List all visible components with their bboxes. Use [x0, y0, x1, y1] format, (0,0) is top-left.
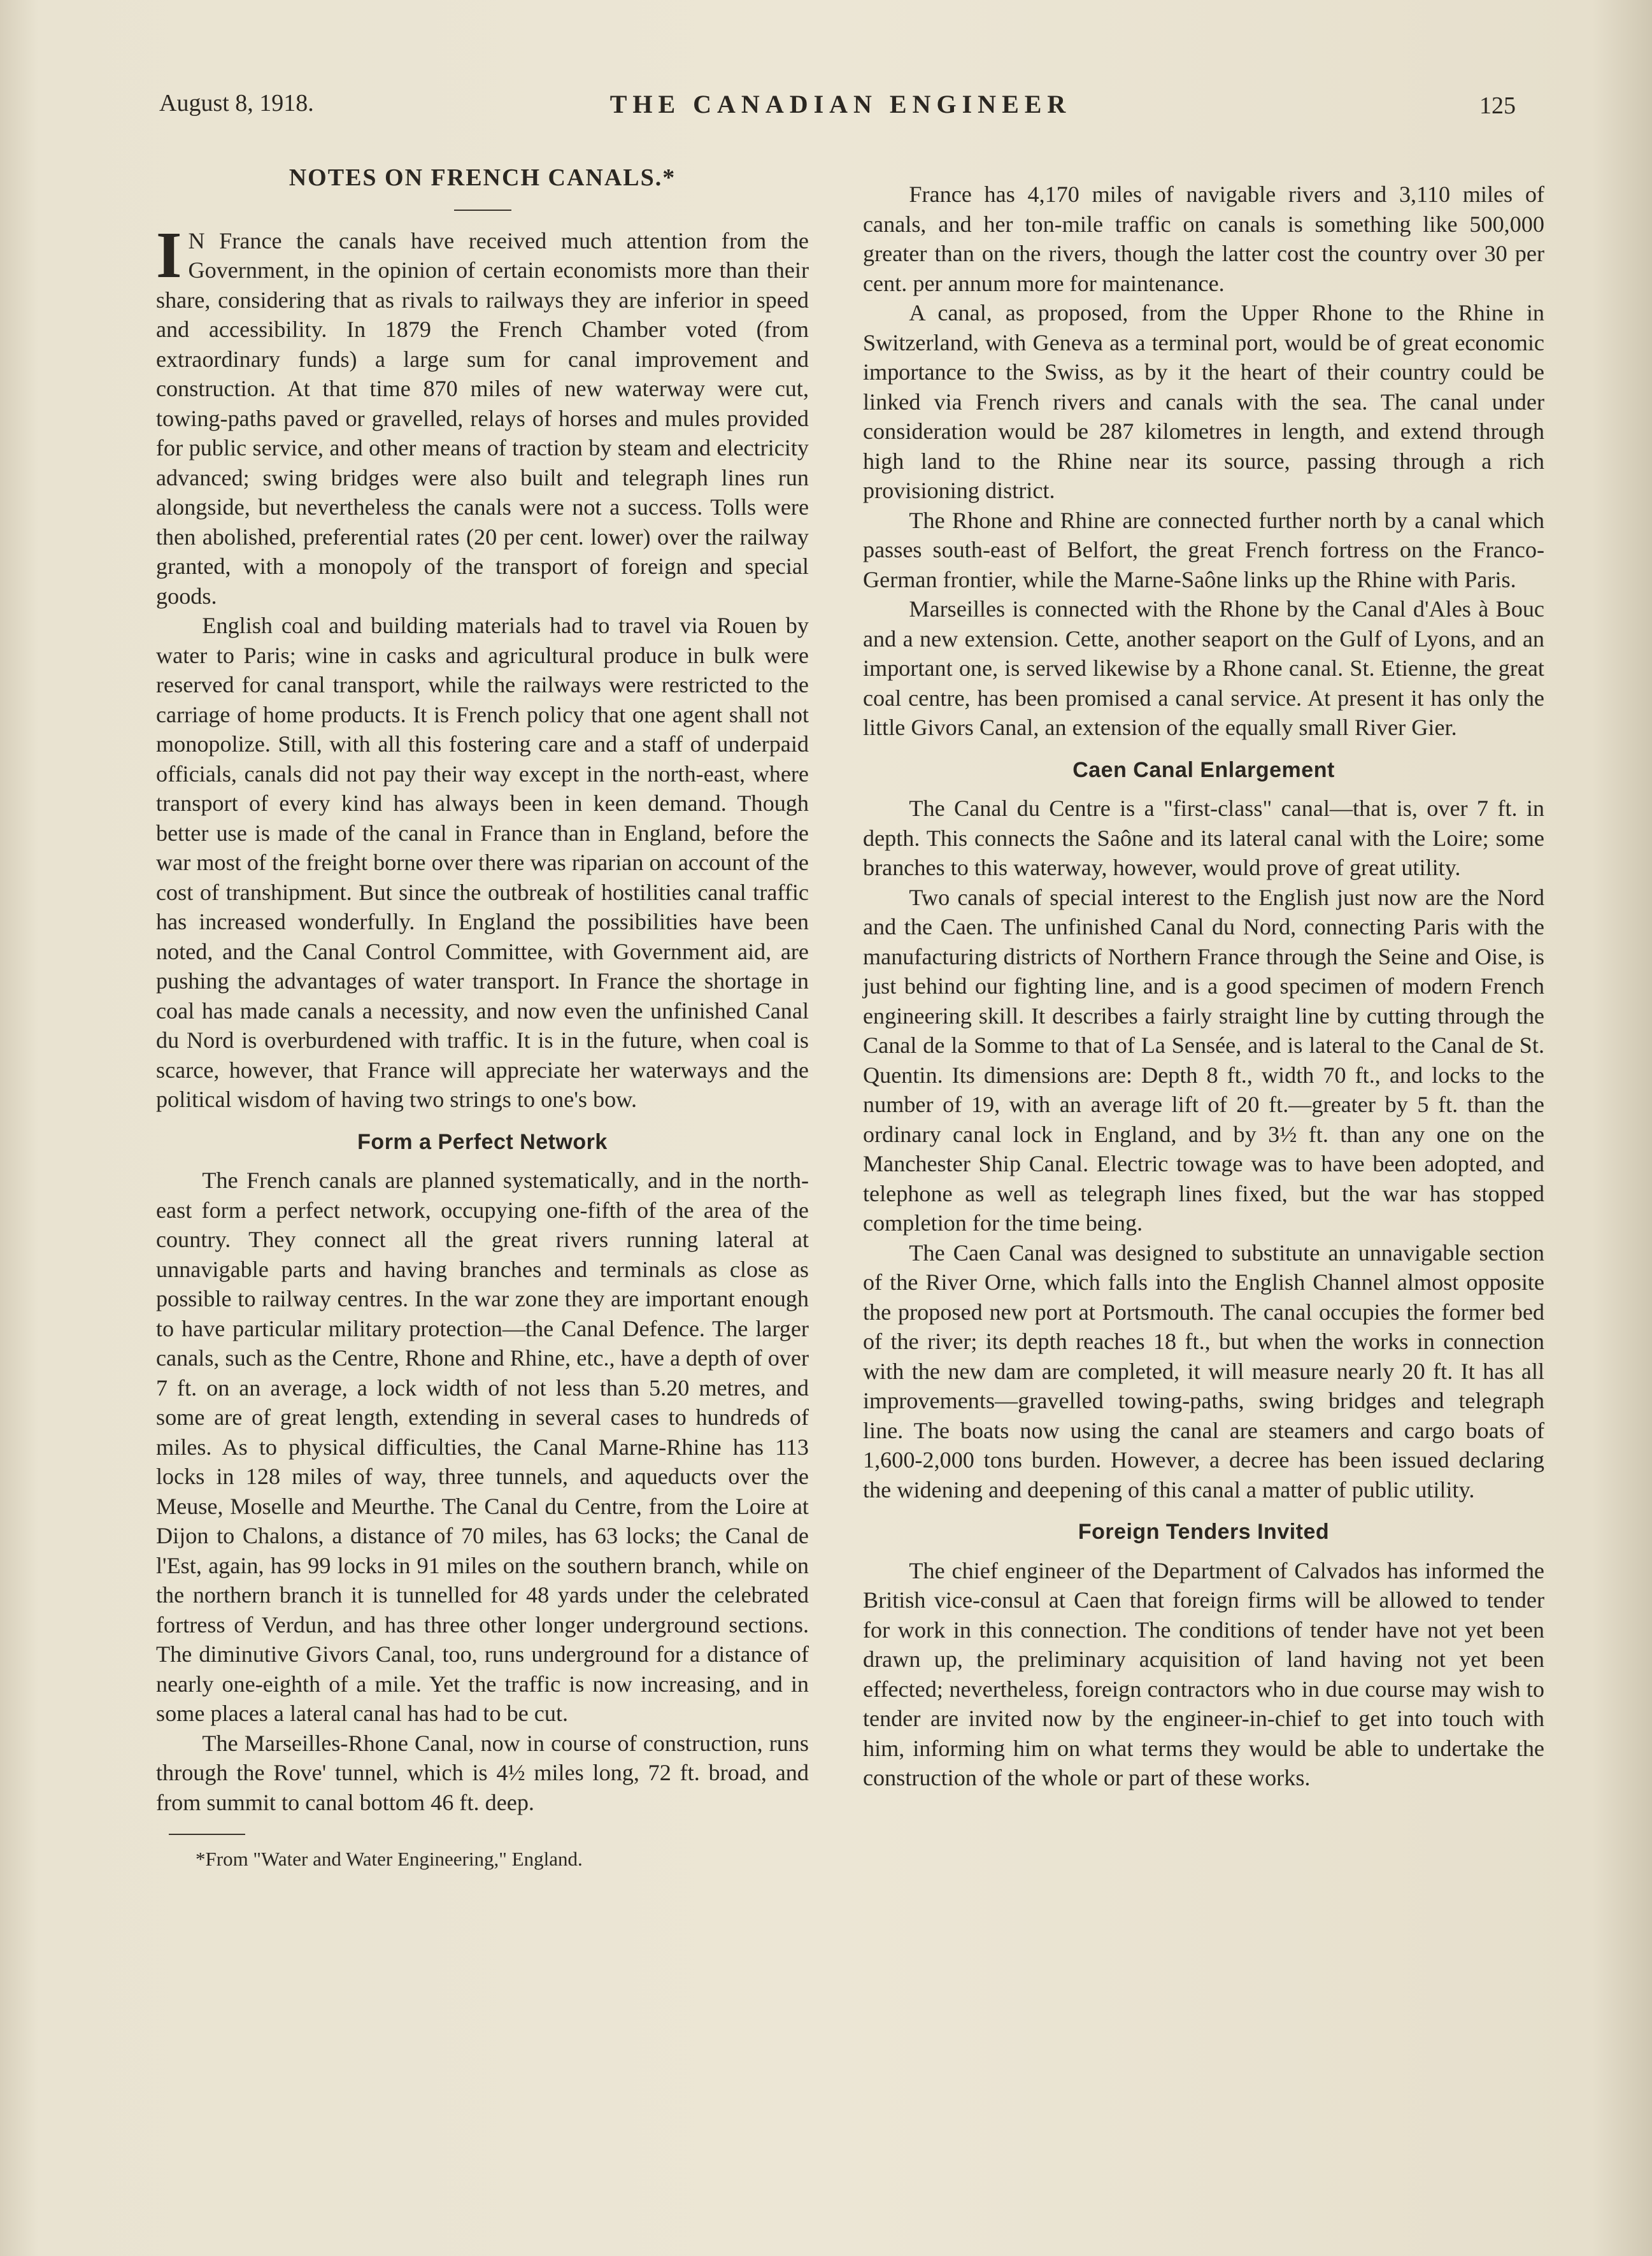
left-column — [156, 159, 809, 1872]
article-title: NOTES ON FRENCH CANALS.* — [288, 164, 676, 191]
paragraph: The French canals are planned systematically, and in the north-east form a perfect network, occupying one-fifth of the area of the country. They connect all the great rivers running lateral at unnavigable parts and having branches and terminals as close as possible to railway centres. In the war zone they are important enough to have particular military protection—the Canal Defence. The larger canals, such as the Centre, Rhone and Rhine, etc., have a depth of over 7 ft. on an average, a lock width of not less than 5.20 metres, and some are of great length, extending in several cases to hundreds of miles. As to physical difficulties, the Canal Marne-Rhine has 113 locks in 128 miles of way, three tunnels, and aqueducts over the Meuse, Moselle and Meurthe. The Canal du Centre, from the Loire at Dijon to Chalons, a distance of 70 miles, has 63 locks; the Canal de l'Est, again, has 99 locks in 91 miles on the southern branch, while on the northern branch it is tunnelled for 48 yards under the celebrated fortress of Verdun, and has three other longer underground sections. The diminutive Givors Canal, too, runs underground for a distance of nearly one-eighth of a mile. Yet the traffic is now increasing, and in some places a lateral canal has had to be cut. — [156, 1167, 809, 1726]
section-heading: Caen Canal Enlargement — [1072, 757, 1335, 782]
footnote-rule — [169, 1834, 245, 1835]
paragraph: Marseilles is connected with the Rhone by the Canal d'Ales à Bouc and a new extension. Cette, another seaport on the Gulf of Lyons, and an important one, is served likewise by a Rhone canal. St. Etienne, the great coal centre, has been promised a canal service. At present it has only the little Givors Canal, an extension of the equally small River Gier. — [863, 596, 1544, 740]
footnote: *From "Water and Water Engineering," England. — [196, 1848, 583, 1870]
drop-cap: I — [156, 218, 182, 292]
paragraph: Two canals of special interest to the English just now are the Nord and the Caen. The unfinished Canal du Nord, connecting Paris with the manufacturing districts of Northern France through the Seine and Oise, is just behind our fighting line, and is a good specimen of modern French engineering skill. It describes a fairly straight line by cutting through the Canal de la Somme to that of La Sensée, and is lateral to the Canal de St. Quentin. Its dimensions are: Depth 8 ft., width 70 ft., and locks to the number of 19, with an average lift of 20 ft.—greater by 5 ft. than the ordinary canal lock in England, and by 3½ ft. than any one on the Manchester Ship Canal. Electric towage was to have been adopted, and telephone as well as telegraph lines fixed, but the war has stopped completion for the time being. — [863, 884, 1544, 1236]
paragraph: France has 4,170 miles of navigable rivers and 3,110 miles of canals, and her ton-mile traffic on canals is something like 500,000 greater than on the rivers, though the latter cost the country over 30 per cent. per annum more for maintenance. — [863, 182, 1544, 296]
paragraph: The Caen Canal was designed to substitute an unnavigable section of the River Orne, which falls into the English Channel almost opposite the proposed new port at Portsmouth. The canal occupies the former bed of the river; its depth reaches 18 ft., but when the works in connection with the new dam are completed, it will measure nearly 20 ft. It has all improvements—gravelled towing-paths, swing bridges and telegraph line. The boats now using the canal are steamers and cargo boats of 1,600-2,000 tons burden. However, a decree has been issued declaring the widening and deepening of this canal a matter of public utility. — [863, 1239, 1544, 1503]
paragraph: The chief engineer of the Department of Calvados has informed the British vice-consul at Caen that foreign firms will be allowed to tender for work in this connection. The conditions of tender have not yet been drawn up, the preliminary acquisition of land having not yet been effected; nevertheless, foreign contractors who in due course may wish to tender are invited now by the engineer-in-chief to get into touch with him, informing him on what terms they would be able to undertake the construction of the whole or part of these works. — [863, 1557, 1544, 1790]
paragraph: The Rhone and Rhine are connected further north by a canal which passes south-east of Belfort, the great French fortress on the Franco-German frontier, while the Marne-Saône links up the Rhine with Paris. — [863, 507, 1544, 592]
title-rule — [454, 210, 511, 211]
paragraph: A canal, as proposed, from the Upper Rhone to the Rhine in Switzerland, with Geneva as a terminal port, would be of great economic importance to the Swiss, as by it the heart of their country could be linked via French rivers and canals with the sea. The canal under consideration would be 287 kilometres in length, and extend through high land to the Rhine near its source, passing through a rich provisioning district. — [863, 300, 1544, 503]
paragraph: English coal and building materials had to travel via Rouen by water to Paris; wine in casks and agricultural produce in bulk were reserved for canal transport, while the railways were restricted to the carriage of home products. It is French policy that one agent shall not monopolize. Still, with all this fostering care and a staff of underpaid officials, canals did not pay their way except in the north-east, where transport of every kind has always been in keen demand. Though better use is made of the canal in France than in England, before the war most of the freight borne over there was riparian on account of the cost of transhipment. But since the outbreak of hostilities canal traffic has increased wonderfully. In England the possibilities have been noted, and the Canal Control Committee, with Government aid, are pushing the advantages of water transport. In France the shortage in coal has made canals a necessity, and now even the unfinished Canal du Nord is overburdened with traffic. It is in the future, when coal is scarce, however, that France will appreciate her waterways and the political wisdom of having two strings to one's bow. — [156, 613, 809, 1112]
paragraph: I N France the canals have received much attention from the Government, in the opinion of certain economists more than their share, considering that as rivals to railways they are inferior in speed and accessibility. In 1879 the French Chamber voted (from extraordinary funds) a large sum for canal improvement and construction. At that time 870 miles of new waterway were cut, towing-paths paved or gravelled, relays of horses and mules provided for public service, and other means of traction by steam and electricity advanced; swing bridges were also built and telegraph lines run alongside, but nevertheless the canals were not a success. Tolls were then abolished, preferential rates (20 per cent. lower) over the railway granted, with a monopoly of the transport of foreign and special goods. — [156, 218, 809, 609]
paragraph: The Marseilles-Rhone Canal, now in course of construction, runs through the Rove' tunnel, which is 4½ miles long, 72 ft. broad, and from summit to canal bottom 46 ft. deep. — [156, 1730, 809, 1815]
right-column — [863, 180, 1544, 1793]
page-number: 125 — [1479, 92, 1516, 119]
paragraph: The Canal du Centre is a "first-class" canal—that is, over 7 ft. in depth. This connects the Saône and its lateral canal with the Loire; some branches to this waterway, however, would prove of great utility. — [863, 796, 1544, 880]
section-heading: Form a Perfect Network — [357, 1129, 608, 1154]
running-header — [153, 89, 1528, 140]
header-date: August 8, 1918. — [159, 90, 314, 117]
journal-title: THE CANADIAN ENGINEER — [609, 90, 1072, 118]
section-heading: Foreign Tenders Invited — [1078, 1520, 1330, 1544]
